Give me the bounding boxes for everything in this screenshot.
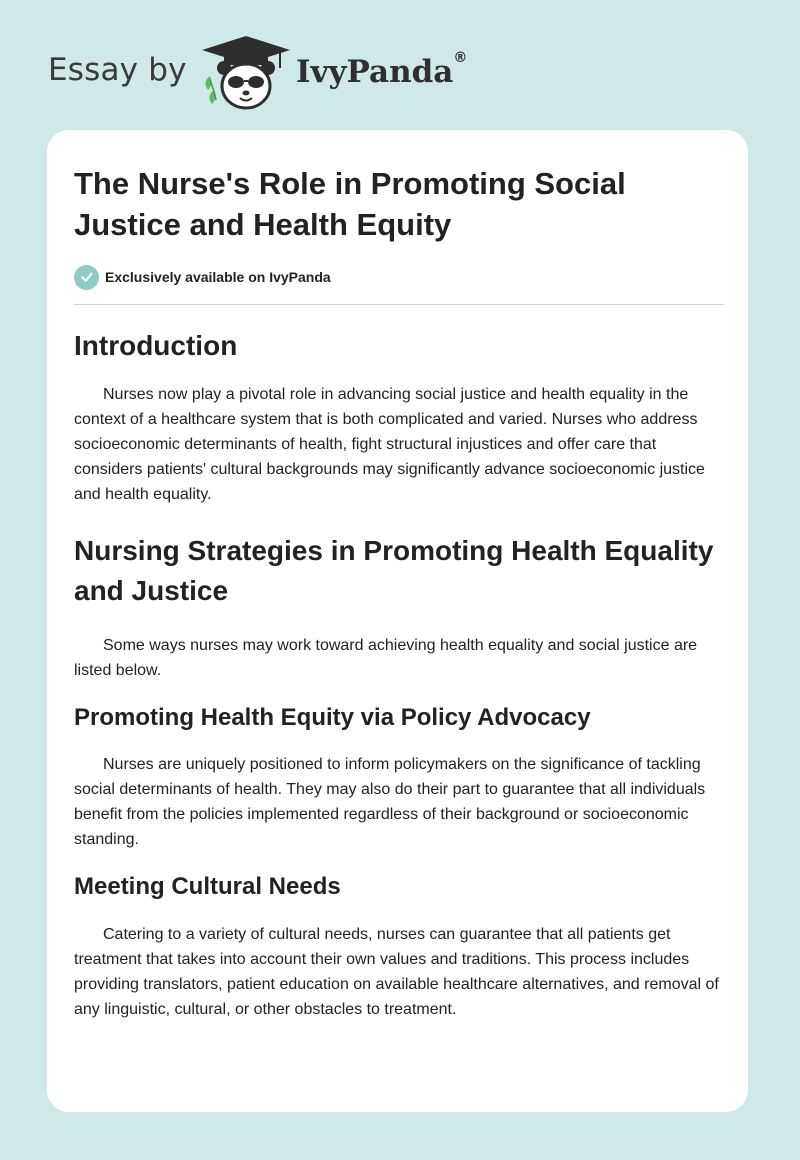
divider bbox=[74, 304, 724, 305]
check-icon bbox=[74, 265, 99, 290]
exclusive-badge bbox=[74, 263, 724, 291]
subsection-heading-policy-advocacy: Promoting Health Equity via Policy Advocacy bbox=[74, 704, 591, 731]
panda-logo-icon[interactable] bbox=[200, 34, 292, 110]
essay-by-label: Essay by bbox=[48, 52, 187, 88]
paragraph-nursing-strategies: Some ways nurses may work toward achieving health equality and social justice are listed below. bbox=[74, 637, 698, 679]
essay-card bbox=[47, 130, 748, 1112]
paragraph-policy-advocacy: Nurses are uniquely positioned to inform policymakers on the significance of tackling social determinants of health. They may also do their part to guarantee that all individuals benefit from the policies implemented regardless of their background or socioeconomic standing. bbox=[74, 756, 706, 848]
section-heading-introduction: Introduction bbox=[74, 330, 238, 361]
section-heading-nursing-strategies: Nursing Strategies in Promoting Health Equality and Justice bbox=[74, 535, 714, 606]
paragraph-introduction: Nurses now play a pivotal role in advancing social justice and health equality in the context of a healthcare system that is both complicated and varied. Nurses who address socioeconomic determinants of health, fight structural injustices and offer care that considers patients' cultural backgrounds may significantly advance socioeconomic justice and health equality. bbox=[74, 386, 705, 503]
registered-mark: ® bbox=[453, 50, 468, 66]
subsection-heading-cultural-needs: Meeting Cultural Needs bbox=[74, 873, 341, 900]
ivypanda-name: IvyPanda bbox=[296, 54, 454, 90]
site-header bbox=[48, 34, 508, 110]
paragraph-cultural-needs: Catering to a variety of cultural needs, nurses can guarantee that all patients get treatment that takes into account their own values and traditions. This process includes providing translators, patient education on available healthcare alternatives, and removal of any linguistic, cultural, or other obstacles to treatment. bbox=[74, 926, 719, 1018]
essay-title: The Nurse's Role in Promoting Social Justice and Health Equity bbox=[74, 166, 626, 242]
essay-content bbox=[74, 163, 724, 1022]
exclusive-badge-text: Exclusively available on IvyPanda bbox=[105, 269, 331, 285]
ivypanda-wordmark[interactable] bbox=[296, 50, 468, 90]
